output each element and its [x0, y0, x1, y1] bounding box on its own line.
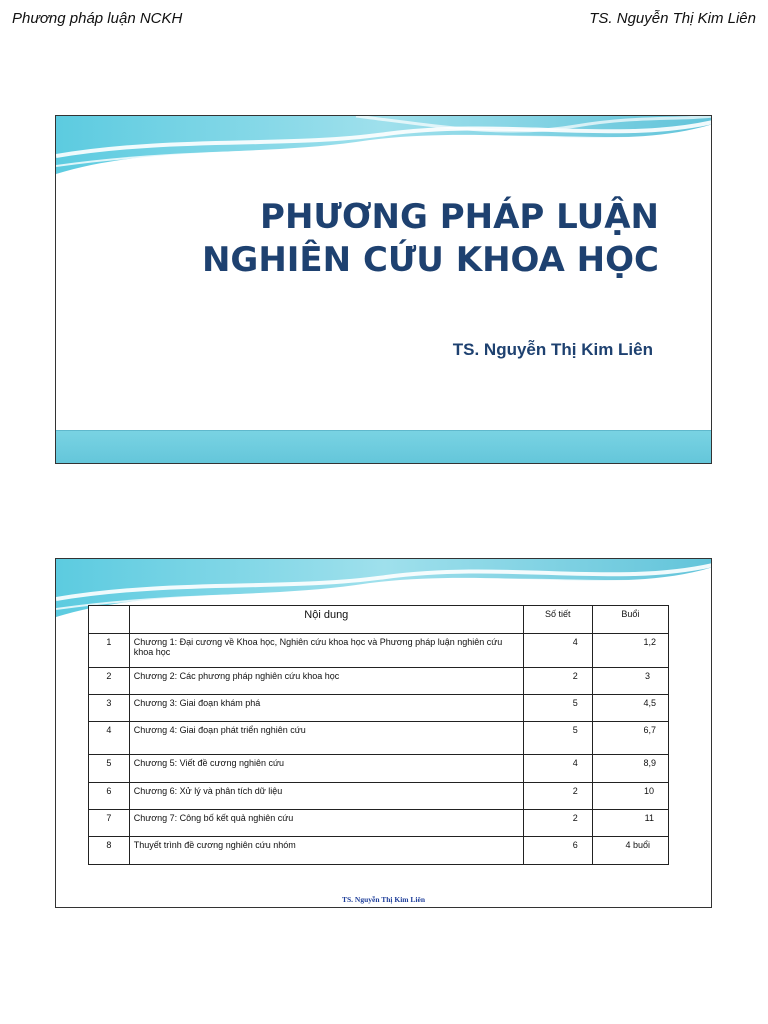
slide-author: TS. Nguyễn Thị Kim Liên — [452, 340, 653, 359]
wave-banner-graphic — [56, 116, 712, 176]
row-number: 2 — [89, 668, 130, 695]
row-number: 3 — [89, 695, 130, 722]
row-content: Chương 7: Công bố kết quả nghiên cứu — [129, 810, 523, 837]
table-header-row — [89, 606, 669, 634]
page-header-course: Phương pháp luận NCKH — [12, 10, 183, 27]
row-number: 1 — [89, 634, 130, 668]
row-content: Chương 2: Các phương pháp nghiên cứu khoa học — [129, 668, 523, 695]
row-number: 5 — [89, 755, 130, 783]
slide-title-line1: PHƯƠNG PHÁP LUẬN — [260, 197, 659, 237]
row-periods: 4 — [523, 634, 592, 668]
page-header-author: TS. Nguyễn Thị Kim Liên — [589, 10, 756, 27]
header-periods: Số tiết — [523, 606, 592, 634]
row-content: Thuyết trình đề cương nghiên cứu nhóm — [129, 837, 523, 865]
row-sessions: 11 — [592, 810, 668, 837]
header-content: Nội dung — [129, 606, 523, 634]
syllabus-table — [88, 605, 669, 865]
row-number: 8 — [89, 837, 130, 865]
table-row — [89, 810, 669, 837]
row-sessions: 4,5 — [592, 695, 668, 722]
row-sessions: 8,9 — [592, 755, 668, 783]
table-row — [89, 755, 669, 783]
row-periods: 2 — [523, 783, 592, 810]
row-number: 6 — [89, 783, 130, 810]
table-row — [89, 837, 669, 865]
slide-footer-credit: TS. Nguyễn Thị Kim Liên — [341, 895, 425, 904]
header-number — [89, 606, 130, 634]
row-content: Chương 5: Viết đề cương nghiên cứu — [129, 755, 523, 783]
syllabus-slide — [55, 558, 712, 908]
table-row — [89, 695, 669, 722]
row-sessions: 3 — [592, 668, 668, 695]
row-number: 4 — [89, 722, 130, 755]
table-row — [89, 722, 669, 755]
row-content: Chương 3: Giai đoạn khám phá — [129, 695, 523, 722]
row-sessions: 6,7 — [592, 722, 668, 755]
row-periods: 6 — [523, 837, 592, 865]
row-periods: 5 — [523, 722, 592, 755]
slide-title-line2: NGHIÊN CỨU KHOA HỌC — [201, 240, 659, 280]
row-number: 7 — [89, 810, 130, 837]
table-row — [89, 634, 669, 668]
row-sessions: 1,2 — [592, 634, 668, 668]
row-periods: 5 — [523, 695, 592, 722]
table-row — [89, 668, 669, 695]
bottom-band — [56, 430, 711, 463]
slide-title — [202, 196, 659, 282]
row-sessions: 4 buổi — [592, 837, 668, 865]
table-row — [89, 783, 669, 810]
row-periods: 2 — [523, 668, 592, 695]
row-periods: 2 — [523, 810, 592, 837]
row-content: Chương 1: Đại cương về Khoa học, Nghiên cứu khoa học và Phương pháp luận nghiên cứu khoa học — [129, 634, 523, 668]
header-sessions: Buổi — [592, 606, 668, 634]
row-content: Chương 4: Giai đoạn phát triển nghiên cứu — [129, 722, 523, 755]
row-content: Chương 6: Xử lý và phân tích dữ liệu — [129, 783, 523, 810]
row-periods: 4 — [523, 755, 592, 783]
row-sessions: 10 — [592, 783, 668, 810]
title-slide — [55, 115, 712, 464]
